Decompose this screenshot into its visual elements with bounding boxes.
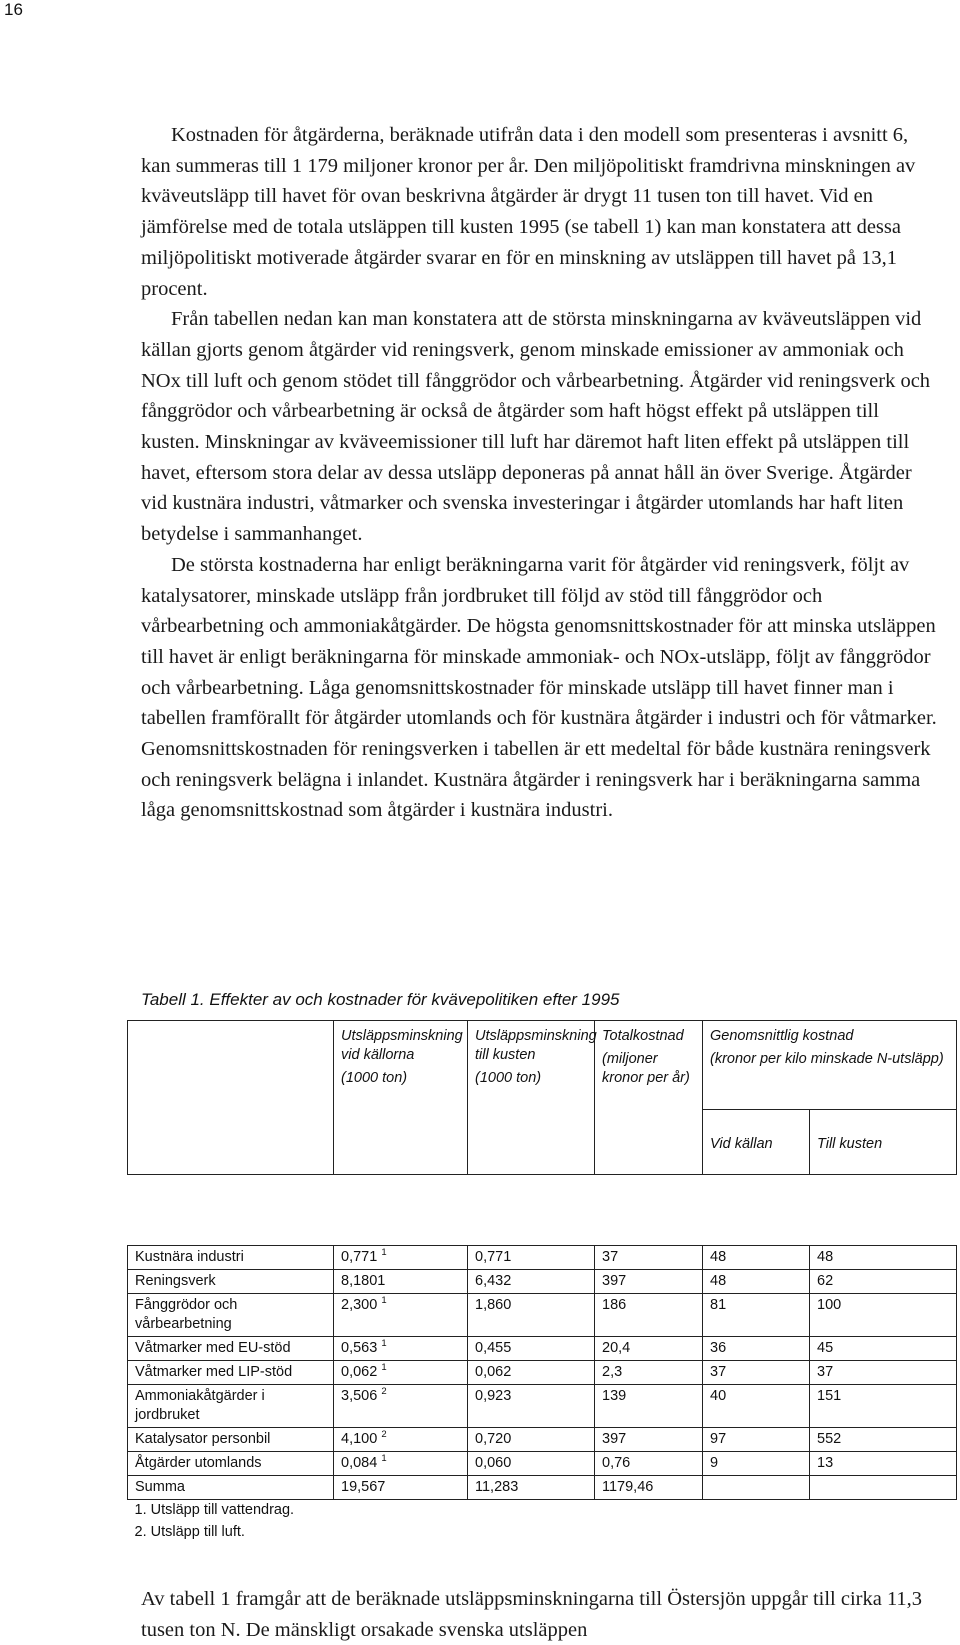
cell-label: Åtgärder utomlands	[128, 1452, 334, 1476]
cell-coast: 0,771	[468, 1246, 595, 1270]
footnote-marker: 1	[381, 1362, 387, 1373]
cell-label: Fånggrödor och vårbearbetning	[128, 1294, 334, 1337]
cell-source: 2,300 $^1$	[334, 1294, 468, 1337]
cell-cost: 2,3	[595, 1361, 703, 1385]
header-unit: (kronor per kilo minskade N-utsläpp)	[710, 1051, 944, 1067]
cell-avg-coast: 37	[810, 1361, 957, 1385]
header-label: Utsläppsminskning vid källorna	[341, 1028, 463, 1063]
header-to-coast: Till kusten	[810, 1110, 957, 1175]
header-coast-reduction	[468, 1021, 595, 1175]
cell-source: 0,062 $^1$	[334, 1361, 468, 1385]
cell-coast: 1,860	[468, 1294, 595, 1337]
cell-coast: 0,455	[468, 1337, 595, 1361]
page-number: 16	[4, 0, 23, 19]
cell-source: 0,771 $^1$	[334, 1246, 468, 1270]
cell-avg-source: 97	[703, 1428, 810, 1452]
paragraph: Kostnaden för åtgärderna, beräknade utifrån data i den modell som presenteras i avsnitt 6, kan summeras till 1 179 miljoner kronor per år. Den miljöpolitiskt framdrivna minskningen av kväveutsläpp till havet för ovan beskrivna åtgärder är drygt 11 tusen ton till havet. Vid en jämförelse med de totala utsläppen till kusten 1995 (se tabell 1) kan man konstatera att dessa miljöpolitiskt motiverade åtgärder svarar en för en minskning av utsläppen till havet på 13,1 procent.	[141, 124, 916, 300]
cell-cost: 397	[595, 1428, 703, 1452]
cell-avg-coast	[810, 1476, 957, 1500]
cell-coast: 0,923	[468, 1385, 595, 1428]
cell-avg-source: 37	[703, 1361, 810, 1385]
table-row	[128, 1361, 957, 1385]
table-caption: Tabell 1. Effekter av och kostnader för kvävepolitiken efter 1995	[141, 990, 620, 1009]
effects-costs-table	[127, 1020, 957, 1544]
body-text	[141, 120, 941, 826]
continuation-text	[141, 1584, 941, 1645]
cell-avg-coast: 552	[810, 1428, 957, 1452]
header-at-source: Vid källan	[703, 1110, 810, 1175]
footnote-marker: 1	[381, 1295, 387, 1306]
paragraph: Av tabell 1 framgår att de beräknade utsläppsminskningarna till Östersjön uppgår till cirka 11,3 tusen ton N. De mänskligt orsakade svenska utsläppen	[141, 1588, 923, 1641]
cell-coast: 0,060	[468, 1452, 595, 1476]
table-body	[128, 1246, 957, 1500]
footnote-marker: 2	[381, 1386, 387, 1397]
cell-label: Ammoniakåtgärder i jordbruket	[128, 1385, 334, 1428]
cell-label: Reningsverk	[128, 1270, 334, 1294]
header-label: Utsläppsminskning till kusten	[475, 1028, 597, 1063]
cell-avg-source: 36	[703, 1337, 810, 1361]
footnote-marker: 2	[381, 1429, 387, 1440]
cell-avg-coast: 151	[810, 1385, 957, 1428]
header-label: Genomsnittlig kostnad	[710, 1028, 854, 1044]
table-row	[128, 1246, 957, 1270]
cell-avg-source: 48	[703, 1270, 810, 1294]
cell-coast: 11,283	[468, 1476, 595, 1500]
table-row	[128, 1476, 957, 1500]
cell-cost: 0,76	[595, 1452, 703, 1476]
cell-avg-source: 9	[703, 1452, 810, 1476]
header-unit: (1000 ton)	[341, 1070, 408, 1086]
spacer-cell	[128, 1175, 957, 1246]
paragraph: De största kostnaderna har enligt beräkningarna varit för åtgärder vid reningsverk, följt av katalysatorer, minskade utsläpp från jordbruket till följd av stöd till fånggrödor och vårbearbetning och ammoniakåtgärder. De högsta genomsnittskostnader för att minska utsläppen till havet är enligt beräkningarna för minskade ammoniak- och NOx-utsläpp, följt av fånggrödor och vårbearbetning. Låga genomsnittskostnader för minskade utsläpp till havet finner man i tabellen framförallt för åtgärder utomlands och för kustnära åtgärder i industri och för våtmarker. Genomsnittskostnaden för reningsverken i tabellen är ett medeltal för både kustnära reningsverk och reningsverk belägna i inlandet. Kustnära åtgärder i reningsverk har i beräkningarna samma låga genomsnittskostnad som åtgärder i kustnära industri.	[141, 553, 937, 822]
cell-cost: 397	[595, 1270, 703, 1294]
cell-avg-source: 81	[703, 1294, 810, 1337]
footnote: 2. Utsläpp till luft.	[134, 1524, 245, 1540]
footnote-marker: 1	[381, 1453, 387, 1464]
cell-source: 3,506 $^2$	[334, 1385, 468, 1428]
header-blank-cell	[128, 1021, 334, 1175]
table-row	[128, 1337, 957, 1361]
table-row	[128, 1270, 957, 1294]
cell-label: Summa	[128, 1476, 334, 1500]
cell-label: Våtmarker med LIP-stöd	[128, 1361, 334, 1385]
header-unit: (1000 ton)	[475, 1070, 542, 1086]
header-source-reduction	[334, 1021, 468, 1175]
cell-avg-source: 40	[703, 1385, 810, 1428]
cell-cost: 37	[595, 1246, 703, 1270]
cell-cost: 186	[595, 1294, 703, 1337]
cell-source: 19,567	[334, 1476, 468, 1500]
cell-avg-coast: 48	[810, 1246, 957, 1270]
table-row	[128, 1452, 957, 1476]
table-spacer-row	[128, 1175, 957, 1246]
table-row	[128, 1385, 957, 1428]
cell-avg-coast: 62	[810, 1270, 957, 1294]
cell-source: 0,563 $^1$	[334, 1337, 468, 1361]
cell-coast: 0,720	[468, 1428, 595, 1452]
cell-label: Katalysator personbil	[128, 1428, 334, 1452]
header-average-cost	[703, 1021, 957, 1110]
cell-source: 8,1801	[334, 1270, 468, 1294]
footnote-marker: 1	[381, 1247, 387, 1258]
cell-coast: 6,432	[468, 1270, 595, 1294]
footnote: 1. Utsläpp till vattendrag.	[134, 1502, 295, 1518]
cell-coast: 0,062	[468, 1361, 595, 1385]
footnote-marker: 1	[381, 1338, 387, 1349]
header-label: Totalkostnad	[602, 1028, 684, 1044]
cell-avg-coast: 100	[810, 1294, 957, 1337]
cell-cost: 1179,46	[595, 1476, 703, 1500]
cell-cost: 139	[595, 1385, 703, 1428]
cell-label: Kustnära industri	[128, 1246, 334, 1270]
cell-avg-source	[703, 1476, 810, 1500]
cell-avg-coast: 13	[810, 1452, 957, 1476]
header-unit: (miljoner kronor per år)	[602, 1051, 690, 1086]
cell-label: Våtmarker med EU-stöd	[128, 1337, 334, 1361]
cell-source: 4,100 $^2$	[334, 1428, 468, 1452]
cell-avg-source: 48	[703, 1246, 810, 1270]
paragraph: Från tabellen nedan kan man konstatera att de största minskningarna av kväveutsläppen vid källan gjorts genom åtgärder vid reningsverk, genom minskade emissioner av ammoniak och NOx till luft och genom stödet till fånggrödor och vårbearbetning. Åtgärder vid reningsverk och fånggrödor och vårbearbetning är också de åtgärder som haft högst effekt på utsläppen till kusten. Minskningar av kväveemissioner till luft har däremot haft liten effekt på utsläppen till havet, eftersom stora delar av dessa utsläpp deponeras på annat håll än över Sverige. Åtgärder vid kustnära industri, våtmarker och svenska investeringar i åtgärder utomlands har haft liten betydelse i sammanhanget.	[141, 308, 931, 546]
header-total-cost	[595, 1021, 703, 1175]
cell-source: 0,084 $^1$	[334, 1452, 468, 1476]
table-row	[128, 1428, 957, 1452]
cell-cost: 20,4	[595, 1337, 703, 1361]
table-header-row	[128, 1021, 957, 1110]
table-row	[128, 1294, 957, 1337]
cell-avg-coast: 45	[810, 1337, 957, 1361]
